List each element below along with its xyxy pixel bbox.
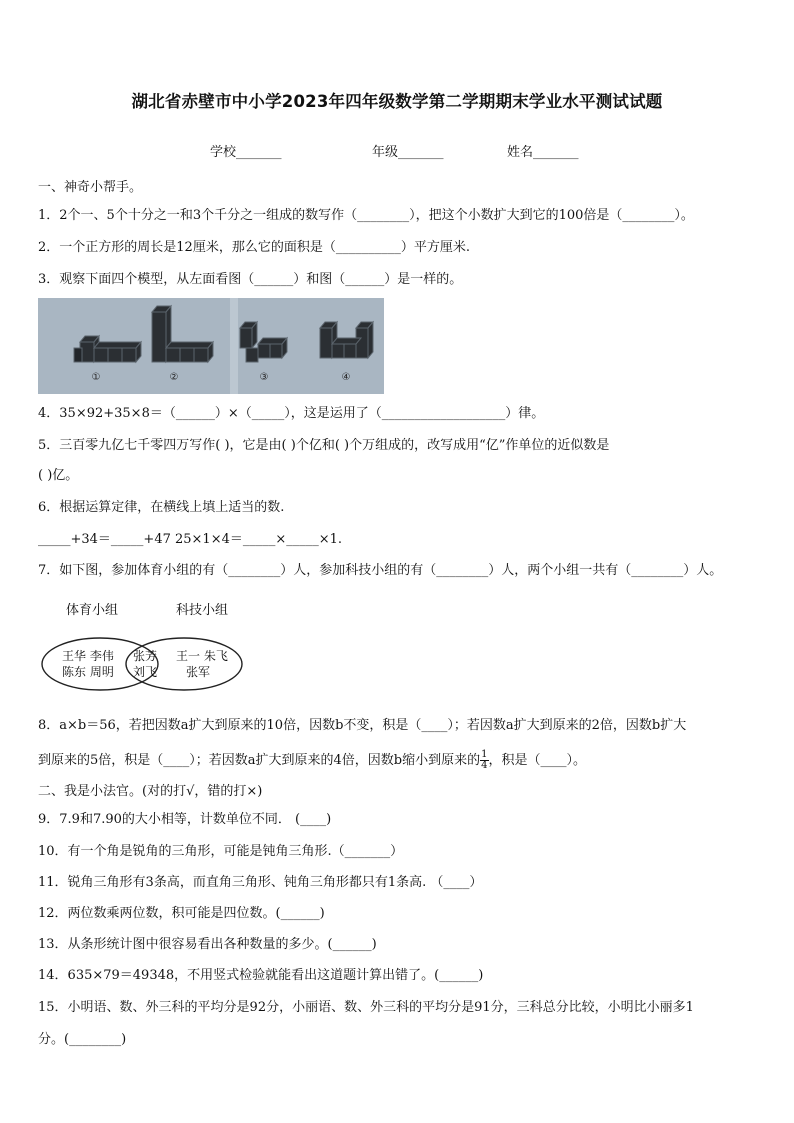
question-15-line1: 15．小明语、数、外三科的平均分是92分，小丽语、数、外三科的平均分是91分，三科总分比较，小明比小丽多1 [38, 1000, 694, 1015]
fraction-denominator: 4 [481, 760, 488, 771]
question-10: 10．有一个角是锐角的三角形，可能是钝角三角形.（_______） [38, 844, 404, 859]
page-title: 湖北省赤壁市中小学2023年四年级数学第二学期期末学业水平测试试题 [131, 92, 663, 111]
question-8-line2-start: 到原来的5倍，积是（____）；若因数a扩大到原来的4倍，因数b缩小到原来的 [38, 753, 481, 768]
question-8-line1: 8．a×b＝56，若把因数a扩大到原来的10倍，因数b不变，积是（____）；若因数a扩大到原来的2倍，因数b扩大 [38, 718, 687, 733]
venn-right-title: 科技小组 [176, 603, 229, 618]
model-label-3: ③ [259, 372, 269, 383]
venn-left-row1: 王华 李伟 [62, 649, 114, 663]
question-4: 4．35×92+35×8＝（______）×（_____），这是运用了（___________________）律。 [38, 406, 545, 421]
venn-right-ellipse [126, 638, 242, 690]
venn-left-row2: 陈东 周明 [62, 665, 114, 679]
question-8-line2-end: ，积是（____）。 [488, 753, 587, 768]
venn-diagram [38, 598, 248, 693]
venn-left-ellipse [42, 638, 158, 690]
cube-models-figure [38, 298, 384, 394]
question-5-line1: 5．三百零九亿七千零四万写作( )，它是由( )个亿和( )个万组成的，改写成用“亿”作单位的近似数是 [38, 438, 610, 453]
venn-left-title: 体育小组 [66, 603, 119, 618]
section2-heading: 二、我是小法官。(对的打√，错的打×) [38, 784, 263, 799]
question-12: 12．两位数乘两位数，积可能是四位数。(______) [38, 906, 325, 921]
question-2: 2．一个正方形的周长是12厘米，那么它的面积是（__________）平方厘米. [38, 240, 470, 255]
grade-field: 年级_______ [372, 145, 444, 160]
venn-right-row2: 张军 [186, 665, 211, 679]
model-label-1: ① [91, 372, 101, 383]
question-14: 14．635×79＝49348，不用竖式检验就能看出这道题计算出错了。(______) [38, 968, 484, 983]
question-8-line2 [38, 750, 586, 771]
fraction-one-quarter [480, 750, 488, 771]
venn-right-row1: 王一 朱飞 [176, 649, 228, 663]
name-field: 姓名_______ [507, 145, 579, 160]
cube-models-image [38, 298, 384, 394]
question-1: 1．2个一、5个十分之一和3个千分之一组成的数写作（________），把这个小数扩大到它的100倍是（________）。 [38, 208, 694, 223]
question-11: 11．锐角三角形有3条高，而直角三角形、钝角三角形都只有1条高. （____） [38, 875, 483, 890]
question-7: 7．如下图，参加体育小组的有（________）人，参加科技小组的有（________）人，两个小组一共有（________）人。 [38, 563, 723, 578]
fraction-numerator: 1 [481, 749, 488, 760]
venn-mid-row1: 张芳 [133, 649, 158, 663]
question-6-line2: _____+34＝_____+47 25×1×4＝_____×_____×1. [38, 532, 343, 547]
venn-mid-row2: 刘飞 [133, 665, 158, 679]
model-label-4: ④ [341, 372, 351, 383]
question-13: 13．从条形统计图中很容易看出各种数量的多少。(______) [38, 937, 377, 952]
question-9: 9．7.9和7.90的大小相等，计数单位不同． (____) [38, 812, 332, 827]
question-6-line1: 6．根据运算定律，在横线上填上适当的数. [38, 500, 285, 515]
question-15-line2: 分。(________) [38, 1032, 127, 1047]
school-field: 学校_______ [210, 145, 282, 160]
venn-figure [38, 598, 248, 693]
question-3: 3．观察下面四个模型，从左面看图（______）和图（______）是一样的。 [38, 272, 463, 287]
question-5-line2: ( )亿。 [38, 468, 79, 483]
model-label-2: ② [169, 372, 179, 383]
section1-heading: 一、神奇小帮手。 [38, 180, 143, 195]
